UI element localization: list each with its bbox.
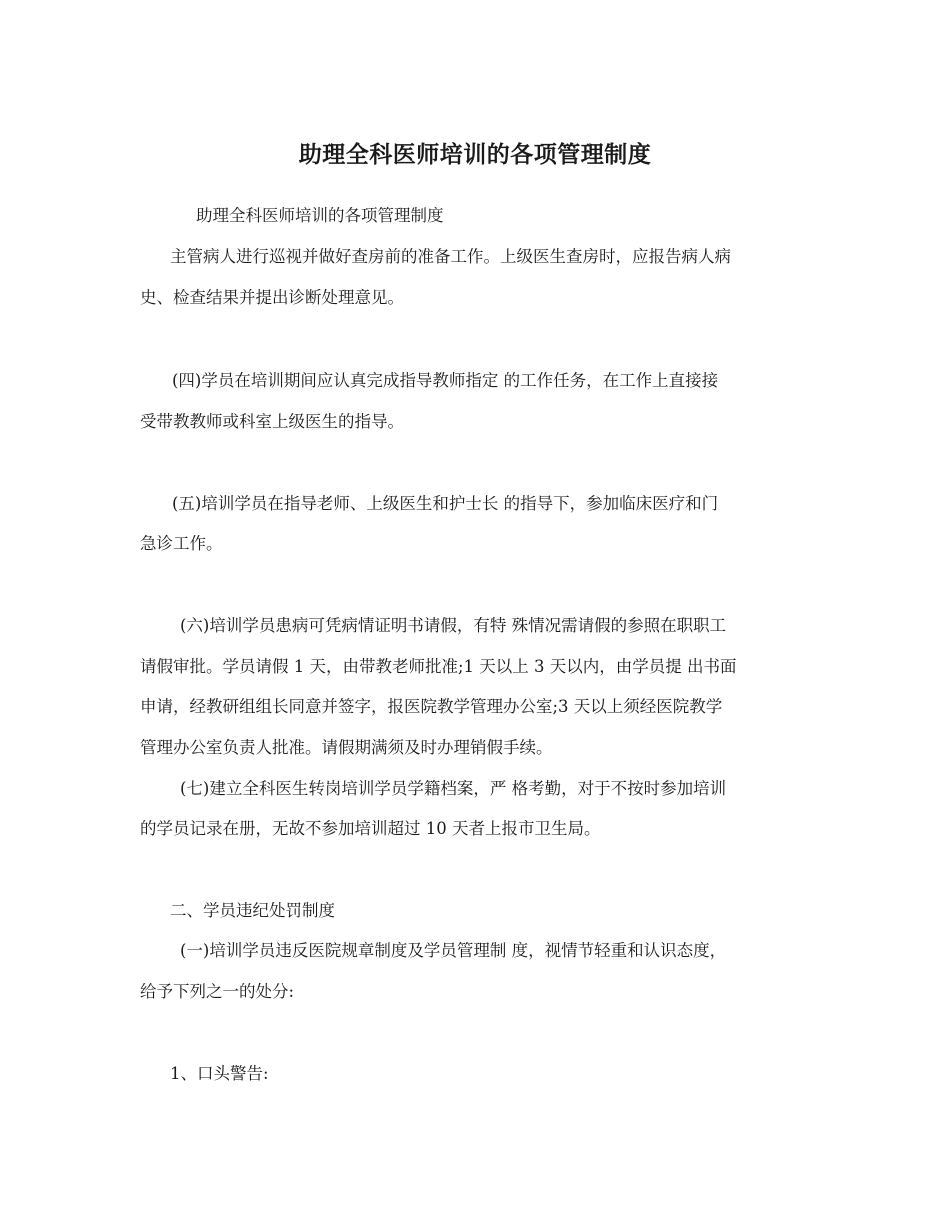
paragraph-line: 受带教教师或科室上级医生的指导。 xyxy=(140,412,404,431)
section-heading: 二、学员违纪处罚制度 xyxy=(170,901,335,920)
paragraph-line: (五)培训学员在指导老师、上级医生和护士长 的指导下，参加临床医疗和门 xyxy=(172,494,719,513)
paragraph-line: (四)学员在培训期间应认真完成指导教师指定 的工作任务，在工作上直接接 xyxy=(172,371,719,390)
paragraph-line: 申请，经教研组组长同意并签字，报医院教学管理办公室;3 天以上须经医院教学 xyxy=(140,697,723,716)
paragraph-line: (一)培训学员违反医院规章制度及学员管理制 度，视情节轻重和认识态度， xyxy=(180,941,727,960)
paragraph-line: 给予下列之一的处分: xyxy=(140,982,295,1001)
paragraph-line: (六)培训学员患病可凭病情证明书请假，有特 殊情况需请假的参照在职职工 xyxy=(180,616,727,635)
paragraph-line: 请假审批。学员请假 1 天，由带教老师批准;1 天以上 3 天以内，由学员提 出书面 xyxy=(140,657,737,676)
paragraph-line: 急诊工作。 xyxy=(140,534,223,553)
paragraph-line: 管理办公室负责人批准。请假期满须及时办理销假手续。 xyxy=(140,738,553,757)
subtitle-line: 助理全科医师培训的各项管理制度 xyxy=(196,206,444,225)
document-title: 助理全科医师培训的各项管理制度 xyxy=(298,141,652,168)
paragraph-line: 主管病人进行巡视并做好查房前的准备工作。上级医生查房时，应报告病人病 xyxy=(170,247,731,266)
paragraph-line: (七)建立全科医生转岗培训学员学籍档案，严 格考勤，对于不按时参加培训 xyxy=(180,779,727,798)
list-item: 1、口头警告: xyxy=(170,1064,269,1083)
paragraph-line: 史、检查结果并提出诊断处理意见。 xyxy=(140,288,404,307)
paragraph-line: 的学员记录在册，无故不参加培训超过 10 天者上报市卫生局。 xyxy=(140,819,601,838)
